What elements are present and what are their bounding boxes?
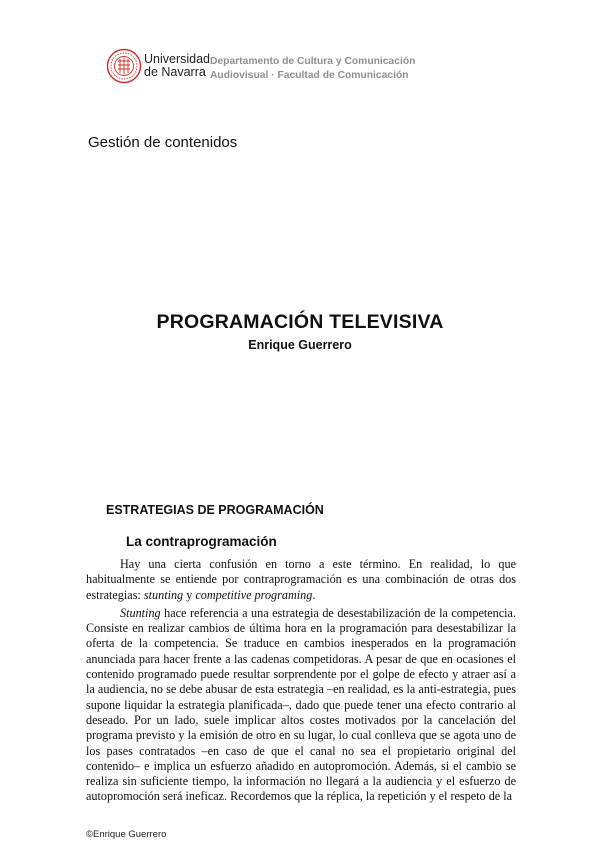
page-footer: ©Enrique Guerrero (86, 829, 167, 840)
university-name-line2: de Navarra (144, 65, 206, 79)
paragraph-1-term-stunting: stunting (143, 587, 184, 602)
paragraph-2 (86, 606, 516, 805)
section-heading: Gestión de contenidos (88, 134, 238, 151)
paragraph-1-term-competitive: competitive programing (195, 587, 313, 602)
paragraph-1-text-b: y (183, 587, 196, 602)
paragraph-2-text: hace referencia a una estrategia de desestabilización de la competencia. Consiste en realizar cambios de última hora en la programación para desestabilizar la oferta de la competencia. Se traduce en cambios inesperados en la programación anunciada para hacer frente a las cadenas competidoras. A pesar de que en ocasiones el contenido programado puede resultar sorprendente por el golpe de efecto y atraer así a la audiencia, no se debe abusar de esta estrategia –en realidad, es la anti-estrategia, pues supone liquidar la estrategia planificada–, dado que puede tener una efecto contrario al deseado. Por un lado, suele implicar altos costes motivados por la cancelación del programa previsto y la emisión de otro en su lugar, lo cual conlleva que se agota uno de los pases contratados –en caso de que el canal no sea el propietario original del contenido– e implica un esfuerzo añadido en autopromoción. Además, si el cambio se realiza sin suficiente tiempo, la información no llegará a la audiencia y el esfuerzo de autopromoción será ineficaz. Recordemos que la réplica, la repetición y el respeto de la (86, 605, 516, 804)
university-name (144, 53, 210, 79)
chapter-heading: ESTRATEGIAS DE PROGRAMACIÓN (106, 503, 324, 517)
document-author: Enrique Guerrero (248, 338, 352, 352)
university-name-line1: Universidad (144, 52, 211, 66)
department-line2: Audiovisual · Facultad de Comunicación (210, 70, 409, 81)
paragraph-1 (86, 557, 516, 603)
document-header (106, 44, 526, 90)
university-seal-icon (106, 44, 142, 88)
body-text (86, 557, 516, 805)
department-name (210, 55, 415, 83)
paragraph-2-term-stunting: Stunting (120, 605, 161, 620)
paragraph-1-text-c: . (312, 587, 316, 602)
paragraph-1-text-a: Hay una cierta confusión en torno a este término. En realidad, lo que habitualmente se entiende por contraprogramación es una combinación de otras dos estrategias: (86, 557, 516, 602)
document-title: PROGRAMACIÓN TELEVISIVA (156, 311, 444, 333)
subsection-heading: La contraprogramación (126, 534, 277, 549)
department-line1: Departamento de Cultura y Comunicación (210, 56, 416, 67)
